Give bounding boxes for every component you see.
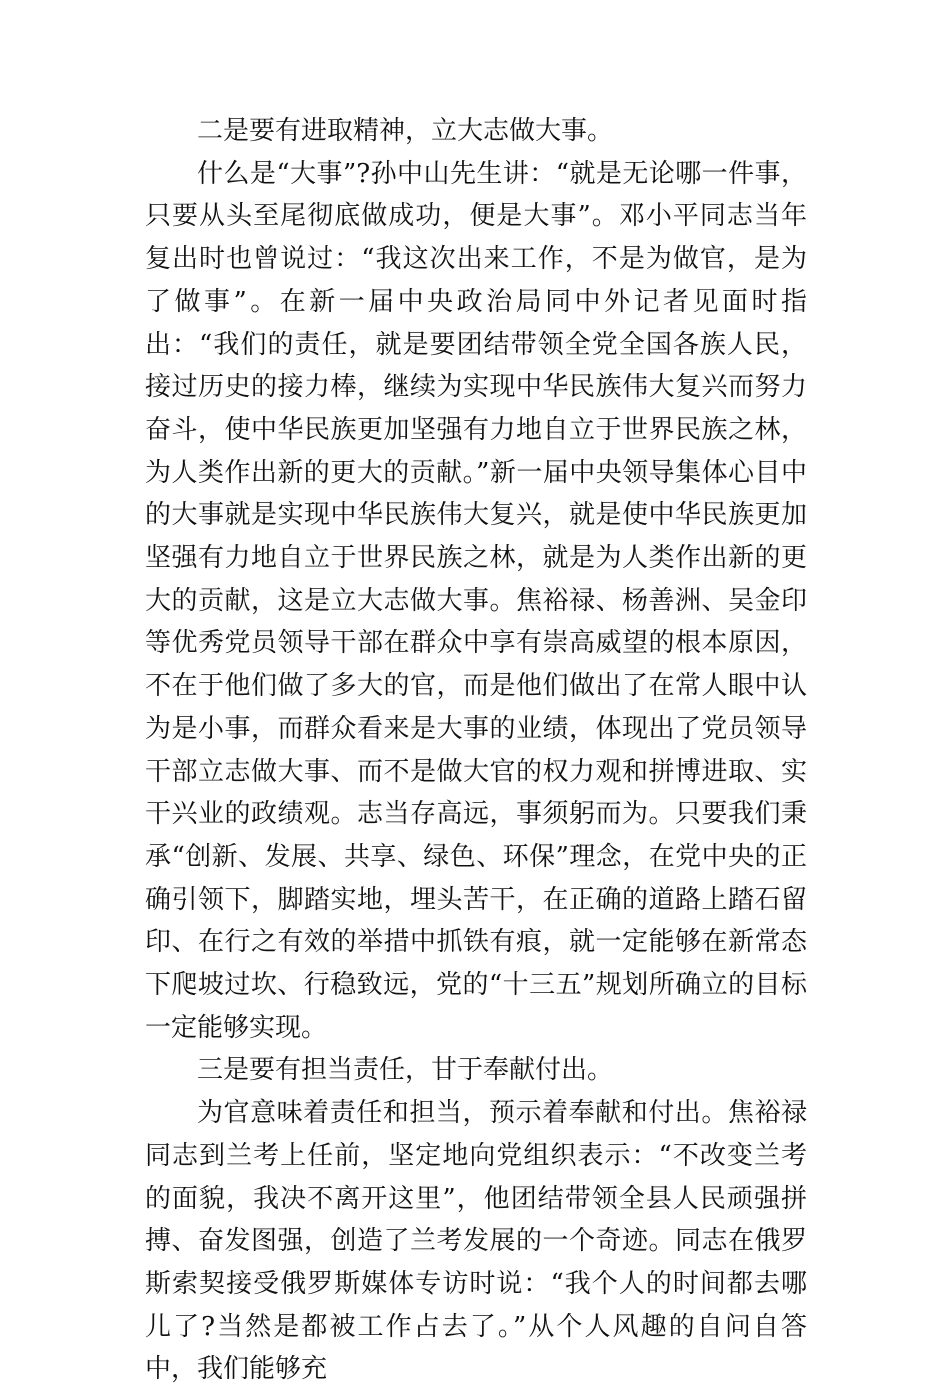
paragraph-heading-2: 二是要有进取精神，立大志做大事。: [197, 116, 614, 146]
paragraph-body-2: 为官意味着责任和担当，预示着奉献和付出。焦裕禄同志到兰考上任前，坚定地向党组织表示：“不改变兰考的面貌，我决不离开这里”，他团结带领全县人民顽强拼搏、奋发图强，创造了兰考发展的一个奇迹。同志在俄罗斯索契接受俄罗斯媒体专访时说：“我个人的时间都去哪儿了?当然是都被工作占去了。”从个人风趣的自问自答中，我们能够充: [145, 1098, 807, 1385]
paragraph-body-1: 什么是“大事”?孙中山先生讲：“就是无论哪一件事，只要从头至尾彻底做成功，便是大事”。邓小平同志当年复出时也曾说过：“我这次出来工作，不是为做官，是为了做事”。在新一届中央政治局同中外记者见面时指出：“我们的责任，就是要团结带领全党全国各族人民，接过历史的接力棒，继续为实现中华民族伟大复兴而努力奋斗，使中华民族更加坚强有力地自立于世界民族之林，为人类作出新的更大的贡献。”新一届中央领导集体心目中的大事就是实现中华民族伟大复兴，就是使中华民族更加坚强有力地自立于世界民族之林，就是为人类作出新的更大的贡献，这是立大志做大事。焦裕禄、杨善洲、吴金印等优秀党员领导干部在群众中享有崇高威望的根本原因，不在于他们做了多大的官，而是他们做出了在常人眼中认为是小事，而群众看来是大事的业绩，体现出了党员领导干部立志做大事、而不是做大官的权力观和拼博进取、实干兴业的政绩观。志当存高远，事须躬而为。只要我们秉承“创新、发展、共享、绿色、环保”理念，在党中央的正确引领下，脚踏实地，埋头苦干，在正确的道路上踏石留印、在行之有效的举措中抓铁有痕，就一定能够在新常态下爬坡过坎、行稳致远，党的“十三五”规划所确立的目标一定能够实现。: [145, 158, 807, 1043]
document-page: [145, 110, 807, 1391]
paragraph-heading-3: 三是要有担当责任，甘于奉献付出。: [197, 1055, 614, 1086]
